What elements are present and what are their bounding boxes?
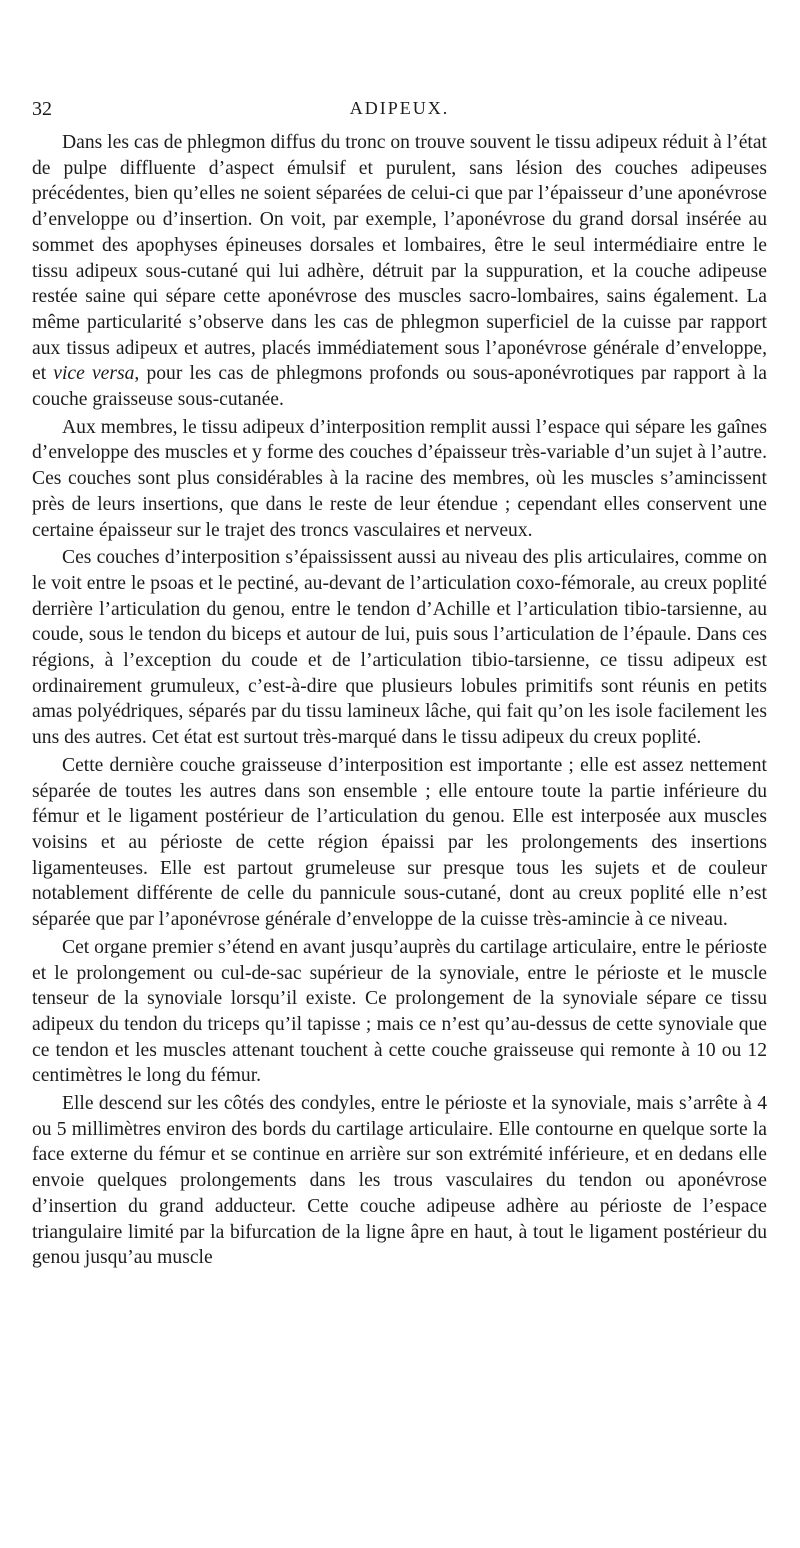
paragraph: Cet organe premier s’étend en avant jusqu’auprès du cartilage articulaire, entre le périoste et le prolongement ou cul-de-sac supérieur de la synoviale, entre le périoste et le muscle tenseur de la synoviale lorsqu’il existe. Ce prolongement de la synoviale sépare ce tissu adipeux du tendon du triceps qu’il tapisse ; mais ce n’est qu’au-dessus de cette synoviale que ce tendon et les muscles attenant touchent à cette couche graisseuse qui remonte à 10 ou 12 centimètres le long du fémur. [32, 936, 767, 1087]
paragraph-text: Dans les cas de phlegmon diffus du tronc on trouve souvent le tissu adipeux réduit à l’état de pulpe diffluente d’aspect émulsif et purulent, sans lésion des couches adipeuses précédentes, bien qu’elles ne soient séparées de celui-ci que par l’épaisseur d’une aponévrose d’enveloppe ou d’insertion. On voit, par exemple, l’aponévrose du grand dorsal insérée au sommet des apophyses épineuses dorsales et lombaires, être le seul intermédiaire entre le tissu adipeux sous-cutané qui lui adhère, détruit par la suppuration, et la couche adipeuse restée saine qui sépare cette aponévrose des muscles sacro-lombaires, sains également. La même particularité s’observe dans les cas de phlegmon superficiel de la cuisse par rapport aux tissus adipeux et autres, placés immédiatement sous l’aponévrose générale d’enveloppe, et [32, 132, 767, 385]
paragraph: Cette dernière couche graisseuse d’interposition est importante ; elle est assez nettement séparée de toutes les autres dans son ensemble ; elle entoure toute la partie inférieure du fémur et le ligament postérieur de l’articulation du genou. Elle est interposée aux muscles voisins et au périoste de cette région épaissi par les prolongements des insertions ligamenteuses. Elle est partout grumeleuse sur presque tous les sujets et de couleur notablement différente de celle du pannicule sous-cutané, dont au creux poplité elle n’est séparée que par l’aponévrose générale d’enveloppe de la cuisse très-amincie à ce niveau. [32, 754, 767, 931]
paragraph [32, 130, 767, 413]
body-text [32, 130, 767, 1273]
paragraph: Ces couches d’interposition s’épaississent aussi au niveau des plis articulaires, comme on le voit entre le psoas et le pectiné, au-devant de l’articulation coxo-fémorale, au creux poplité derrière l’articulation du genou, entre le tendon d’Achille et l’articulation tibio-tarsienne, au coude, sous le tendon du biceps et autour de lui, puis sous l’articulation de l’épaule. Dans ces régions, à l’exception du coude et de l’articulation tibio-tarsienne, ce tissu adipeux est ordinairement grumuleux, c’est-à-dire que plusieurs lobules primitifs sont réunis en petits amas polyédriques, séparés par du tissu lamineux lâche, qui fait qu’on les isole facilement les uns des autres. Cet état est surtout très-marqué dans le tissu adipeux du creux poplité. [32, 547, 767, 749]
page-header [32, 98, 767, 128]
paragraph: Aux membres, le tissu adipeux d’interposition remplit aussi l’espace qui sépare les gaînes d’enveloppe des muscles et y forme des couches d’épaisseur très-variable d’un sujet à l’autre. Ces couches sont plus considérables à la racine des membres, où les muscles s’amincissent près de leurs insertions, que dans le reste de leur étendue ; cependant elles conservent une certaine épaisseur sur le trajet des troncs vasculaires et nerveux. [32, 416, 767, 541]
italic-phrase: vice versa [53, 363, 135, 385]
page-number: 32 [32, 98, 52, 120]
paragraph-text: , pour les cas de phlegmons profonds ou sous-aponévrotiques par rapport à la couche graisseuse sous-cutanée. [32, 363, 767, 411]
running-title: ADIPEUX. [349, 98, 450, 118]
paragraph: Elle descend sur les côtés des condyles, entre le périoste et la synoviale, mais s’arrête à 4 ou 5 millimètres environ des bords du cartilage articulaire. Elle contourne en quelque sorte la face externe du fémur et se continue en arrière sur son extrémité inférieure, et en dedans elle envoie quelques prolongements dans les trous vasculaires du tendon ou aponévrose d’insertion du grand adducteur. Cette couche adipeuse adhère au périoste de l’espace triangulaire limité par la bifurcation de la ligne âpre en haut, à tout le ligament postérieur du genou jusqu’au muscle [32, 1093, 767, 1269]
